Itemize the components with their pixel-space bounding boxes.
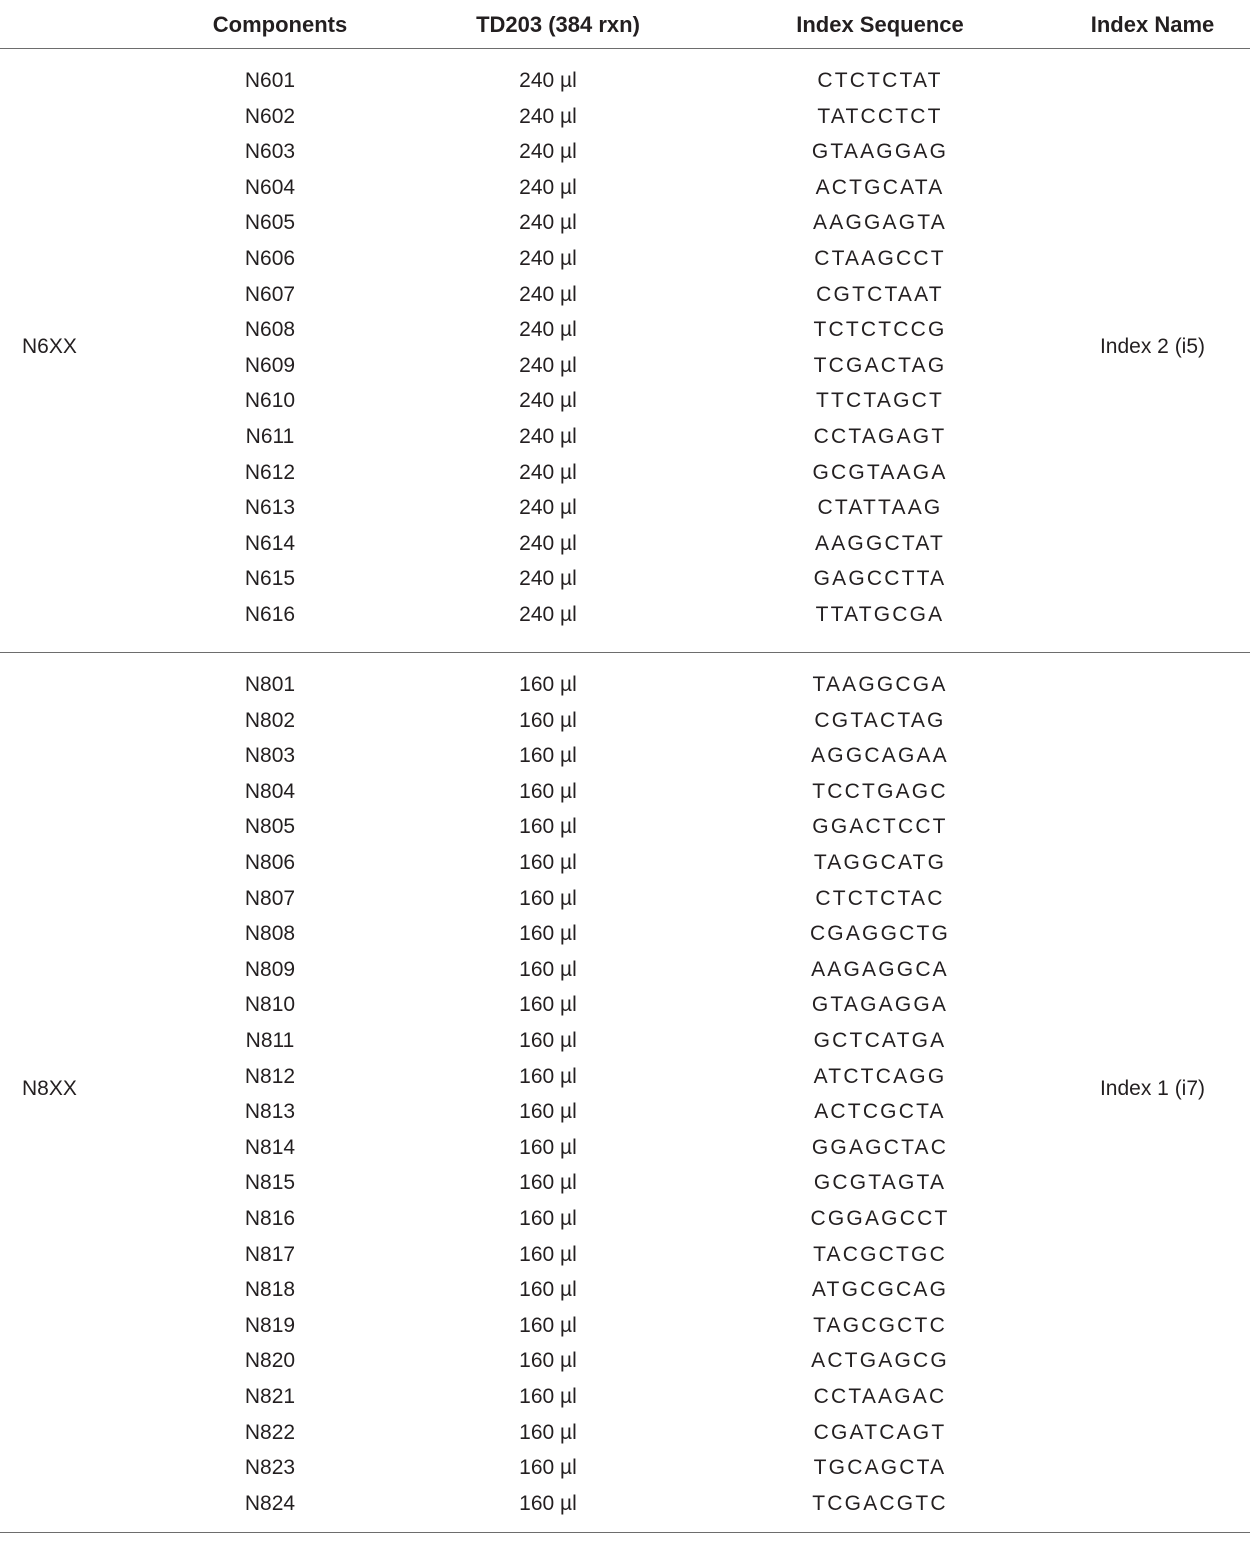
sequence-cell: GAGCCTTA (813, 567, 947, 590)
table-bottom-rule (0, 1532, 1250, 1533)
sequence-cell: CTCTCTAT (817, 69, 943, 92)
sequence-cell: GTAGAGGA (811, 993, 949, 1016)
volume-cell: 160 µl (519, 1065, 577, 1088)
component-cell: N606 (244, 247, 296, 270)
volume-cell: 240 µl (519, 567, 577, 590)
component-cell: N807 (244, 887, 296, 910)
group-divider (0, 652, 1250, 653)
component-cell: N815 (244, 1171, 296, 1194)
sequence-cell: TCCTGAGC (812, 780, 948, 803)
volume-cell: 160 µl (519, 1100, 577, 1123)
component-cell: N613 (244, 496, 296, 519)
component-cell: N603 (244, 140, 296, 163)
sequence-cell: CTAAGCCT (814, 247, 946, 270)
sequence-cell: CGTACTAG (814, 709, 946, 732)
component-cell: N824 (244, 1492, 296, 1515)
component-cell: N616 (244, 603, 296, 626)
sequence-cell: TATCCTCT (817, 105, 943, 128)
component-cell: N802 (244, 709, 296, 732)
header-components: Components (212, 12, 348, 37)
sequence-cell: GCGTAGTA (813, 1171, 947, 1194)
component-cell: N811 (245, 1029, 295, 1052)
sequence-cell: TGCAGCTA (813, 1456, 947, 1479)
volume-cell: 240 µl (519, 389, 577, 412)
sequence-cell: ACTCGCTA (814, 1100, 946, 1123)
volume-cell: 160 µl (519, 1456, 577, 1479)
volume-cell: 160 µl (519, 1278, 577, 1301)
volume-cell: 240 µl (519, 247, 577, 270)
component-cell: N819 (244, 1314, 296, 1337)
volume-cell: 160 µl (519, 780, 577, 803)
sequence-cell: AGGCAGAA (811, 744, 949, 767)
header-sequence: Index Sequence (796, 12, 964, 37)
sequence-cell: CTCTCTAC (815, 887, 945, 910)
sequence-cell: CGATCAGT (813, 1421, 947, 1444)
sequence-cell: TCGACGTC (812, 1492, 948, 1515)
volume-cell: 240 µl (519, 211, 577, 234)
component-cell: N813 (244, 1100, 296, 1123)
sequence-cell: ATCTCAGG (813, 1065, 947, 1088)
volume-cell: 160 µl (519, 958, 577, 981)
component-cell: N615 (244, 567, 296, 590)
header-volume: TD203 (384 rxn) (476, 12, 640, 37)
volume-cell: 160 µl (519, 922, 577, 945)
volume-cell: 160 µl (519, 1243, 577, 1266)
sequence-cell: CGGAGCCT (810, 1207, 950, 1230)
sequence-cell: CTATTAAG (817, 496, 943, 519)
component-cell: N817 (244, 1243, 296, 1266)
sequence-cell: TCGACTAG (813, 354, 947, 377)
sequence-cell: CGTCTAAT (816, 283, 944, 306)
component-cell: N611 (245, 425, 295, 448)
group-label: N8XX (22, 1077, 77, 1100)
sequence-cell: CGAGGCTG (809, 922, 951, 945)
sequence-cell: TAAGGCGA (812, 673, 948, 696)
volume-cell: 240 µl (519, 318, 577, 341)
sequence-cell: GGACTCCT (812, 815, 948, 838)
volume-cell: 160 µl (519, 1349, 577, 1372)
component-cell: N605 (244, 211, 296, 234)
sequence-cell: CCTAGAGT (813, 425, 947, 448)
volume-cell: 160 µl (519, 744, 577, 767)
volume-cell: 160 µl (519, 851, 577, 874)
component-cell: N820 (244, 1349, 296, 1372)
component-cell: N803 (244, 744, 296, 767)
volume-cell: 160 µl (519, 1421, 577, 1444)
component-cell: N821 (244, 1385, 296, 1408)
volume-cell: 240 µl (519, 69, 577, 92)
volume-cell: 160 µl (519, 1385, 577, 1408)
volume-cell: 160 µl (519, 1492, 577, 1515)
sequence-cell: TAGCGCTC (813, 1314, 947, 1337)
sequence-cell: ACTGAGCG (811, 1349, 949, 1372)
volume-cell: 160 µl (519, 709, 577, 732)
volume-cell: 240 µl (519, 176, 577, 199)
volume-cell: 240 µl (519, 603, 577, 626)
component-cell: N601 (244, 69, 296, 92)
volume-cell: 160 µl (519, 673, 577, 696)
sequence-cell: AAGGCTAT (815, 532, 945, 555)
volume-cell: 240 µl (519, 105, 577, 128)
header-index-name: Index Name (1090, 12, 1215, 37)
sequence-cell: TTCTAGCT (815, 389, 945, 412)
component-cell: N604 (244, 176, 296, 199)
volume-cell: 240 µl (519, 532, 577, 555)
component-cell: N806 (244, 851, 296, 874)
sequence-cell: TTATGCGA (815, 603, 945, 626)
sequence-cell: AAGGAGTA (813, 211, 947, 234)
component-cell: N823 (244, 1456, 296, 1479)
volume-cell: 240 µl (519, 140, 577, 163)
volume-cell: 160 µl (519, 1171, 577, 1194)
component-cell: N801 (244, 673, 296, 696)
sequence-cell: AAGAGGCA (811, 958, 949, 981)
volume-cell: 160 µl (519, 887, 577, 910)
component-cell: N614 (244, 532, 296, 555)
sequence-cell: GTAAGGAG (811, 140, 949, 163)
component-cell: N602 (244, 105, 296, 128)
volume-cell: 160 µl (519, 1314, 577, 1337)
volume-cell: 160 µl (519, 1029, 577, 1052)
volume-cell: 160 µl (519, 815, 577, 838)
volume-cell: 240 µl (519, 496, 577, 519)
group-index-name: Index 2 (i5) (1099, 335, 1206, 358)
component-cell: N804 (244, 780, 296, 803)
component-cell: N810 (244, 993, 296, 1016)
volume-cell: 160 µl (519, 1207, 577, 1230)
sequence-cell: GGAGCTAC (811, 1136, 949, 1159)
sequence-cell: TCTCTCCG (813, 318, 947, 341)
component-cell: N814 (244, 1136, 296, 1159)
component-cell: N608 (244, 318, 296, 341)
volume-cell: 160 µl (519, 1136, 577, 1159)
group-label: N6XX (22, 335, 77, 358)
component-cell: N809 (244, 958, 296, 981)
component-cell: N805 (244, 815, 296, 838)
volume-cell: 240 µl (519, 283, 577, 306)
component-cell: N822 (244, 1421, 296, 1444)
volume-cell: 240 µl (519, 461, 577, 484)
sequence-cell: TACGCTGC (813, 1243, 947, 1266)
component-cell: N609 (244, 354, 296, 377)
component-cell: N808 (244, 922, 296, 945)
component-cell: N607 (244, 283, 296, 306)
component-cell: N816 (244, 1207, 296, 1230)
sequence-cell: GCGTAAGA (812, 461, 948, 484)
sequence-cell: TAGGCATG (813, 851, 947, 874)
component-cell: N818 (244, 1278, 296, 1301)
component-cell: N610 (244, 389, 296, 412)
component-cell: N812 (244, 1065, 296, 1088)
sequence-cell: GCTCATGA (813, 1029, 947, 1052)
volume-cell: 240 µl (519, 354, 577, 377)
sequence-cell: ATGCGCAG (811, 1278, 949, 1301)
sequence-cell: ACTGCATA (815, 176, 945, 199)
volume-cell: 240 µl (519, 425, 577, 448)
group-index-name: Index 1 (i7) (1099, 1077, 1206, 1100)
sequence-cell: CCTAAGAC (813, 1385, 947, 1408)
header-divider (0, 48, 1250, 49)
component-cell: N612 (244, 461, 296, 484)
volume-cell: 160 µl (519, 993, 577, 1016)
